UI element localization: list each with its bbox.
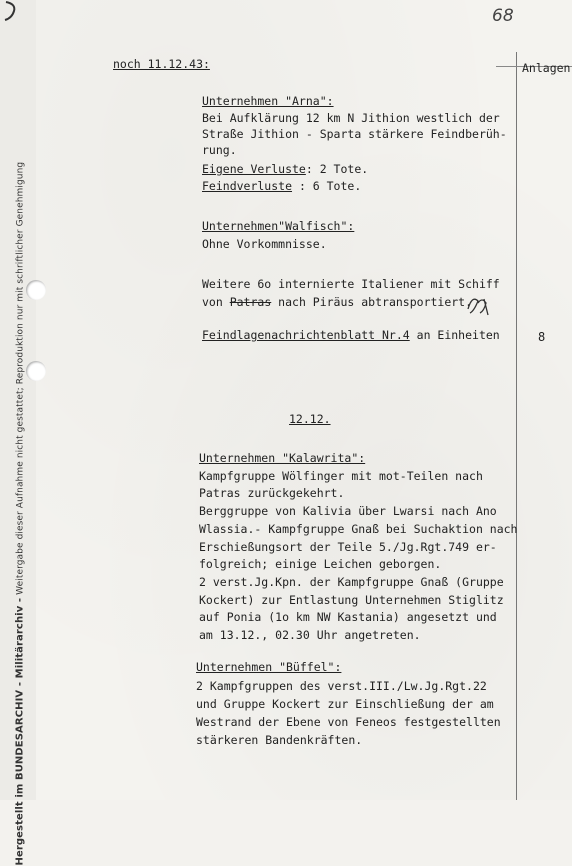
kalawrita-line-6: folgreich; einige Leichen geborgen. <box>199 557 442 571</box>
kalawrita-line-8: Kockert) zur Entlastung Unternehmen Stiglitz <box>199 593 504 607</box>
date-heading: noch 11.12.43: <box>113 57 210 71</box>
enemy-losses <box>202 179 361 193</box>
arna-line-3: rung. <box>202 143 237 157</box>
handwritten-initials <box>464 293 494 317</box>
italiener-line-1: Weitere 6o internierte Italiener mit Schiff <box>202 277 500 291</box>
kalawrita-line-7: 2 verst.Jg.Kpn. der Kampfgruppe Gnaß (Gruppe <box>199 575 504 589</box>
archive-side-stamp <box>15 86 26 866</box>
own-losses-label: Eigene Verluste <box>202 162 306 176</box>
bueffel-line-2: und Gruppe Kockert zur Einschließung der am <box>196 697 494 711</box>
italiener-struck-word: Patras <box>229 295 272 309</box>
corner-mark <box>2 0 24 22</box>
archive-stamp-part1: Hergestellt im BUNDESARCHIV - Militärarchiv - <box>14 597 26 866</box>
feindlage-line <box>202 328 500 342</box>
arna-line-1: Bei Aufklärung 12 km N Jithion westlich der <box>202 111 500 125</box>
kalawrita-line-2: Patras zurückgekehrt. <box>199 486 345 500</box>
annex-number: 8 <box>538 330 546 344</box>
walfisch-line: Ohne Vorkommnisse. <box>202 237 327 251</box>
feindlage-label: Feindlagenachrichtenblatt Nr.4 <box>202 328 410 342</box>
kalawrita-title: Unternehmen "Kalawrita": <box>199 451 366 465</box>
archive-stamp-part2: Weitergabe dieser Aufnahme nicht gestattet; Reproduktion nur mit schriftlicher Genehmigung <box>15 161 26 598</box>
own-losses-value: : 2 Tote. <box>305 162 369 176</box>
kalawrita-line-4: Wlassia.- Kampfgruppe Gnaß bei Suchaktion nach <box>199 522 518 536</box>
kalawrita-line-9: auf Ponia (1o km NW Kastania) angesetzt und <box>199 610 497 624</box>
kalawrita-line-5: Erschießungsort der Teile 5./Jg.Rgt.749 er- <box>199 540 497 554</box>
kalawrita-line-1: Kampfgruppe Wölfinger mit mot-Teilen nach <box>199 469 483 483</box>
enemy-losses-value: : 6 Tote. <box>292 179 362 193</box>
page-number: 68 <box>492 6 514 26</box>
kalawrita-line-3: Berggruppe von Kalivia über Lwarsi nach Ano <box>199 504 497 518</box>
bueffel-line-3: Westrand der Ebene von Feneos festgestellten <box>196 715 501 729</box>
feindlage-rest: an Einheiten <box>409 328 500 342</box>
own-losses <box>202 162 368 176</box>
anlagen-heading: Anlagen <box>522 61 571 75</box>
bueffel-line-1: 2 Kampfgruppen des verst.III./Lw.Jg.Rgt.22 <box>196 679 487 693</box>
punch-hole-bottom <box>26 361 46 381</box>
punch-hole-top <box>26 280 46 300</box>
bueffel-line-4: stärkeren Bandenkräften. <box>196 733 363 747</box>
italiener-line-2 <box>202 295 472 309</box>
date-1212: 12.12. <box>289 412 331 426</box>
arna-title: Unternehmen "Arna": <box>202 94 334 108</box>
arna-line-2: Straße Jithion - Sparta stärkere Feindberüh- <box>202 127 507 141</box>
italiener-line-2-pre: von <box>202 295 230 309</box>
italiener-line-2-post: nach Piräus abtransportiert. <box>271 295 473 309</box>
bueffel-title: Unternehmen "Büffel": <box>196 660 342 674</box>
annex-column-rule <box>516 52 517 800</box>
kalawrita-line-10: am 13.12., 02.30 Uhr angetreten. <box>199 628 421 642</box>
walfisch-title: Unternehmen"Walfisch": <box>202 219 355 233</box>
enemy-losses-label: Feindverluste <box>202 179 293 193</box>
